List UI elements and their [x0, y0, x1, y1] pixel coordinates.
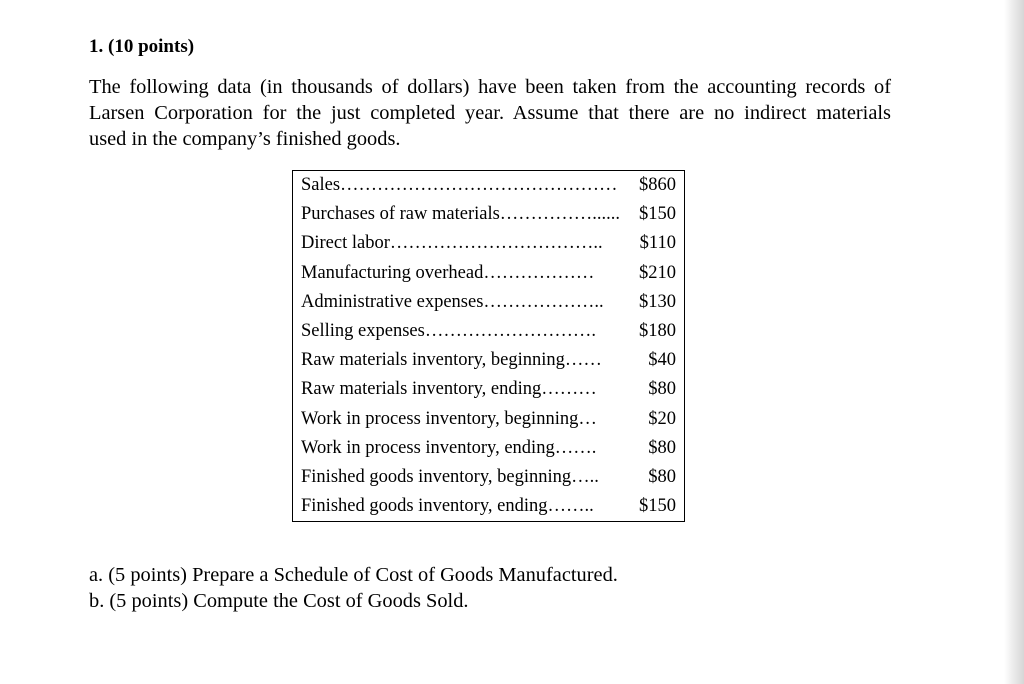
row-amount: $150 [639, 204, 676, 225]
table-row [293, 463, 685, 492]
row-amount: $40 [648, 350, 676, 371]
intro-line-1: The following data (in thousands of dollars) have been taken from the accounting records of [89, 76, 891, 98]
intro-line-3: used in the company’s finished goods. [89, 128, 401, 150]
row-amount: $210 [639, 262, 676, 283]
row-amount: $860 [639, 175, 676, 195]
row-label: Work in process inventory, ending……. [301, 437, 597, 458]
row-label: Work in process inventory, beginning… [301, 408, 597, 429]
row-label: Sales……………………………………… [301, 175, 618, 195]
table-row [293, 317, 685, 346]
table-row [293, 259, 685, 288]
row-label: Raw materials inventory, beginning…… [301, 350, 602, 371]
accounting-data-table [292, 170, 685, 522]
document-page [89, 0, 909, 684]
task-a: a. (5 points) Prepare a Schedule of Cost of Goods Manufactured. [89, 564, 618, 586]
row-amount: $180 [639, 321, 676, 342]
row-label: Manufacturing overhead……………… [301, 262, 595, 283]
intro-line-2: Larsen Corporation for the just completed year. Assume that there are no indirect materials [89, 102, 891, 124]
row-amount: $150 [639, 496, 676, 517]
row-amount: $20 [648, 408, 676, 429]
table-row [293, 171, 685, 201]
row-label: Direct labor…………………………….. [301, 233, 603, 254]
table-row [293, 288, 685, 317]
table-row [293, 346, 685, 375]
table-row [293, 492, 685, 522]
row-label: Administrative expenses……………….. [301, 291, 604, 312]
row-amount: $130 [639, 291, 676, 312]
question-intro [89, 74, 891, 152]
task-b: b. (5 points) Compute the Cost of Goods Sold. [89, 590, 469, 612]
table-row [293, 200, 685, 229]
table-row [293, 405, 685, 434]
table-row [293, 434, 685, 463]
row-label: Raw materials inventory, ending……… [301, 379, 597, 400]
row-label: Purchases of raw materials……………...... [301, 204, 621, 225]
row-label: Selling expenses………………………. [301, 321, 596, 342]
question-heading: 1. (10 points) [89, 36, 195, 57]
table-row [293, 375, 685, 404]
row-amount: $80 [648, 437, 676, 458]
row-amount: $110 [639, 233, 676, 254]
page-edge-shadow [1004, 0, 1024, 684]
row-amount: $80 [648, 379, 676, 400]
table-row [293, 229, 685, 258]
row-amount: $80 [648, 467, 676, 488]
row-label: Finished goods inventory, ending…….. [301, 496, 594, 517]
row-label: Finished goods inventory, beginning….. [301, 467, 599, 488]
